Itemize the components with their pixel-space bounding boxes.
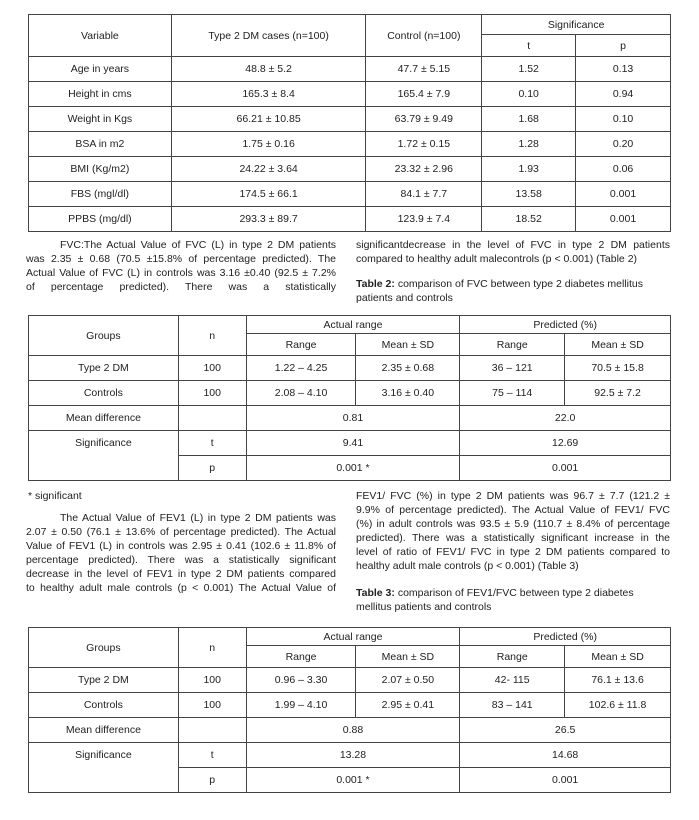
cell-control: 165.4 ± 7.9 (366, 82, 482, 107)
cell-t-predicted: 12.69 (460, 431, 671, 456)
header-t: t (482, 35, 576, 57)
fev1-paragraph-left (26, 511, 336, 595)
text-line: level of ratio of FEV1/ FVC in type 2 DM patients compared to (356, 546, 670, 558)
text-line: decrease in the level of FEV1 in type 2 DM patients compared (26, 568, 336, 580)
fvc-paragraph-right (356, 238, 670, 266)
cell-actual-mean: 2.35 ± 0.68 (356, 356, 460, 381)
cell-control: 1.72 ± 0.15 (366, 132, 482, 157)
table-row (29, 356, 671, 381)
cell-cases: 293.3 ± 89.7 (171, 207, 366, 232)
table-row (29, 381, 671, 406)
cell-actual-range: 1.22 – 4.25 (246, 356, 356, 381)
cell-t-predicted: 14.68 (460, 743, 671, 768)
header-cases: Type 2 DM cases (n=100) (171, 15, 366, 57)
cell-t: 1.52 (482, 57, 576, 82)
cell-p-predicted: 0.001 (460, 456, 671, 481)
header-range: Range (460, 334, 565, 356)
table-row (29, 107, 671, 132)
cell-group: Controls (29, 693, 179, 718)
cell-group: Controls (29, 381, 179, 406)
text-line: 9.9% of percentage predicted). The Actual Value of FEV1/ FVC (356, 504, 670, 516)
text-line: compared to healthy adult malecontrols (p < 0.001) (Table 2) (356, 253, 638, 265)
cell-significance-label: Significance (29, 431, 179, 481)
cell-actual-range: 0.96 – 3.30 (246, 668, 356, 693)
table-row (29, 743, 671, 768)
table-3-caption (356, 586, 670, 614)
text-line: Actual Value of FVC (L) in controls was 3.16 ±0.40 (92.5 ± 7.2% (26, 267, 336, 279)
cell-group: Type 2 DM (29, 668, 179, 693)
cell-n: 100 (178, 356, 246, 381)
table-row (29, 182, 671, 207)
cell-t: 1.28 (482, 132, 576, 157)
cell-p: 0.001 (576, 207, 671, 232)
cell-t-actual: 9.41 (246, 431, 460, 456)
cell-t-label: t (178, 743, 246, 768)
cell-p: 0.20 (576, 132, 671, 157)
cell-predicted-range: 36 – 121 (460, 356, 565, 381)
cell-empty (178, 406, 246, 431)
table-row (29, 57, 671, 82)
header-significance: Significance (482, 15, 671, 35)
fvc-paragraph-left (26, 238, 336, 294)
cell-predicted-range: 75 – 114 (460, 381, 565, 406)
cell-variable: Age in years (29, 57, 172, 82)
header-mean-sd: Mean ± SD (565, 334, 671, 356)
cell-t: 1.93 (482, 157, 576, 182)
table-row (29, 431, 671, 456)
cell-t: 0.10 (482, 82, 576, 107)
cell-p-actual: 0.001 * (246, 768, 460, 793)
cell-actual-range: 1.99 – 4.10 (246, 693, 356, 718)
cell-t-actual: 13.28 (246, 743, 460, 768)
cell-empty (178, 718, 246, 743)
table-3 (28, 627, 671, 793)
text-line: FVC:The Actual Value of FVC (L) in type 2 DM patients (60, 239, 336, 251)
table-row (29, 668, 671, 693)
cell-control: 63.79 ± 9.49 (366, 107, 482, 132)
table-row (29, 406, 671, 431)
cell-p: 0.10 (576, 107, 671, 132)
text-line: (%) in adult controls was 93.5 ± 5.9 (110.7 ± 8.4% of percentage (356, 518, 670, 530)
cell-cases: 1.75 ± 0.16 (171, 132, 366, 157)
significance-footnote: * significant (28, 490, 82, 502)
cell-cases: 24.22 ± 3.64 (171, 157, 366, 182)
cell-p: 0.94 (576, 82, 671, 107)
cell-p: 0.001 (576, 182, 671, 207)
cell-control: 47.7 ± 5.15 (366, 57, 482, 82)
header-predicted: Predicted (%) (460, 316, 671, 334)
caption-label: Table 2: (356, 278, 395, 290)
cell-predicted-mean: 102.6 ± 11.8 (565, 693, 671, 718)
cell-t: 13.58 (482, 182, 576, 207)
cell-cases: 165.3 ± 8.4 (171, 82, 366, 107)
cell-n: 100 (178, 668, 246, 693)
text-line: of percentage predicted). There was a statistically (26, 281, 336, 293)
text-line: healthy adult male controls (p < 0.001) (Table 3) (356, 560, 579, 572)
cell-actual-mean: 3.16 ± 0.40 (356, 381, 460, 406)
cell-predicted-range: 83 – 141 (460, 693, 565, 718)
header-n: n (178, 316, 246, 356)
header-p: p (576, 35, 671, 57)
text-line: to healthy adult male controls (p < 0.001) The Actual Value of (26, 582, 336, 594)
cell-significance-label: Significance (29, 743, 179, 793)
header-range: Range (246, 334, 356, 356)
header-range: Range (460, 646, 565, 668)
header-predicted: Predicted (%) (460, 628, 671, 646)
caption-text: comparison of FEV1/FVC between type 2 diabetes mellitus patients and controls (356, 587, 634, 613)
cell-n: 100 (178, 693, 246, 718)
fev1-fvc-paragraph-right (356, 489, 670, 573)
table-row (29, 157, 671, 182)
cell-predicted-range: 42- 115 (460, 668, 565, 693)
cell-variable: BSA in m2 (29, 132, 172, 157)
text-line: 2.07 ± 0.50 (76.1 ± 13.6% of percentage predicted). The Actual (26, 526, 336, 538)
header-groups: Groups (29, 316, 179, 356)
caption-text: comparison of FVC between type 2 diabetes mellitus patients and controls (356, 278, 643, 304)
header-mean-sd: Mean ± SD (565, 646, 671, 668)
cell-variable: Height in cms (29, 82, 172, 107)
header-range: Range (246, 646, 356, 668)
header-actual-range: Actual range (246, 316, 460, 334)
header-actual-range: Actual range (246, 628, 460, 646)
text-line: significantdecrease in the level of FVC in type 2 DM patients (356, 239, 670, 251)
text-line: Value of FEV1 (L) in controls was 2.95 ± 0.41 (102.6 ± 11.8% of (26, 540, 336, 552)
cell-variable: FBS (mgl/dl) (29, 182, 172, 207)
text-line: The Actual Value of FEV1 (L) in type 2 DM patients was (60, 512, 336, 524)
cell-actual-mean: 2.95 ± 0.41 (356, 693, 460, 718)
cell-n: 100 (178, 381, 246, 406)
cell-mean-diff-predicted: 26.5 (460, 718, 671, 743)
header-control: Control (n=100) (366, 15, 482, 57)
cell-mean-diff-label: Mean difference (29, 406, 179, 431)
cell-cases: 66.21 ± 10.85 (171, 107, 366, 132)
cell-variable: BMI (Kg/m2) (29, 157, 172, 182)
text-line: FEV1/ FVC (%) in type 2 DM patients was 96.7 ± 7.7 (121.2 ± (356, 490, 670, 502)
cell-t: 1.68 (482, 107, 576, 132)
cell-p: 0.06 (576, 157, 671, 182)
table-2-caption (356, 277, 670, 305)
table-2 (28, 315, 671, 481)
cell-group: Type 2 DM (29, 356, 179, 381)
cell-p-label: p (178, 456, 246, 481)
header-mean-sd: Mean ± SD (356, 334, 460, 356)
caption-label: Table 3: (356, 587, 395, 599)
cell-p-actual: 0.001 * (246, 456, 460, 481)
cell-t: 18.52 (482, 207, 576, 232)
table-row (29, 132, 671, 157)
table-row (29, 82, 671, 107)
header-groups: Groups (29, 628, 179, 668)
cell-mean-diff-predicted: 22.0 (460, 406, 671, 431)
cell-variable: PPBS (mg/dl) (29, 207, 172, 232)
cell-predicted-mean: 70.5 ± 15.8 (565, 356, 671, 381)
table-row (29, 718, 671, 743)
cell-predicted-mean: 76.1 ± 13.6 (565, 668, 671, 693)
cell-cases: 48.8 ± 5.2 (171, 57, 366, 82)
cell-p-label: p (178, 768, 246, 793)
cell-control: 123.9 ± 7.4 (366, 207, 482, 232)
cell-mean-diff-label: Mean difference (29, 718, 179, 743)
cell-actual-mean: 2.07 ± 0.50 (356, 668, 460, 693)
cell-actual-range: 2.08 – 4.10 (246, 381, 356, 406)
cell-cases: 174.5 ± 66.1 (171, 182, 366, 207)
cell-predicted-mean: 92.5 ± 7.2 (565, 381, 671, 406)
cell-mean-diff-actual: 0.81 (246, 406, 460, 431)
table-row (29, 207, 671, 232)
table-row (29, 693, 671, 718)
cell-p: 0.13 (576, 57, 671, 82)
cell-p-predicted: 0.001 (460, 768, 671, 793)
text-line: percentage predicted). There was a statistically significant (26, 554, 336, 566)
cell-control: 84.1 ± 7.7 (366, 182, 482, 207)
text-line: predicted). There was a statistically significant increase in the (356, 532, 670, 544)
cell-t-label: t (178, 431, 246, 456)
table-1 (28, 14, 671, 232)
text-line: was 2.35 ± 0.68 (70.5 ±15.8% of percentage predicted). The (26, 253, 336, 265)
header-n: n (178, 628, 246, 668)
cell-variable: Weight in Kgs (29, 107, 172, 132)
header-mean-sd: Mean ± SD (356, 646, 460, 668)
cell-control: 23.32 ± 2.96 (366, 157, 482, 182)
header-variable: Variable (29, 15, 172, 57)
cell-mean-diff-actual: 0.88 (246, 718, 460, 743)
